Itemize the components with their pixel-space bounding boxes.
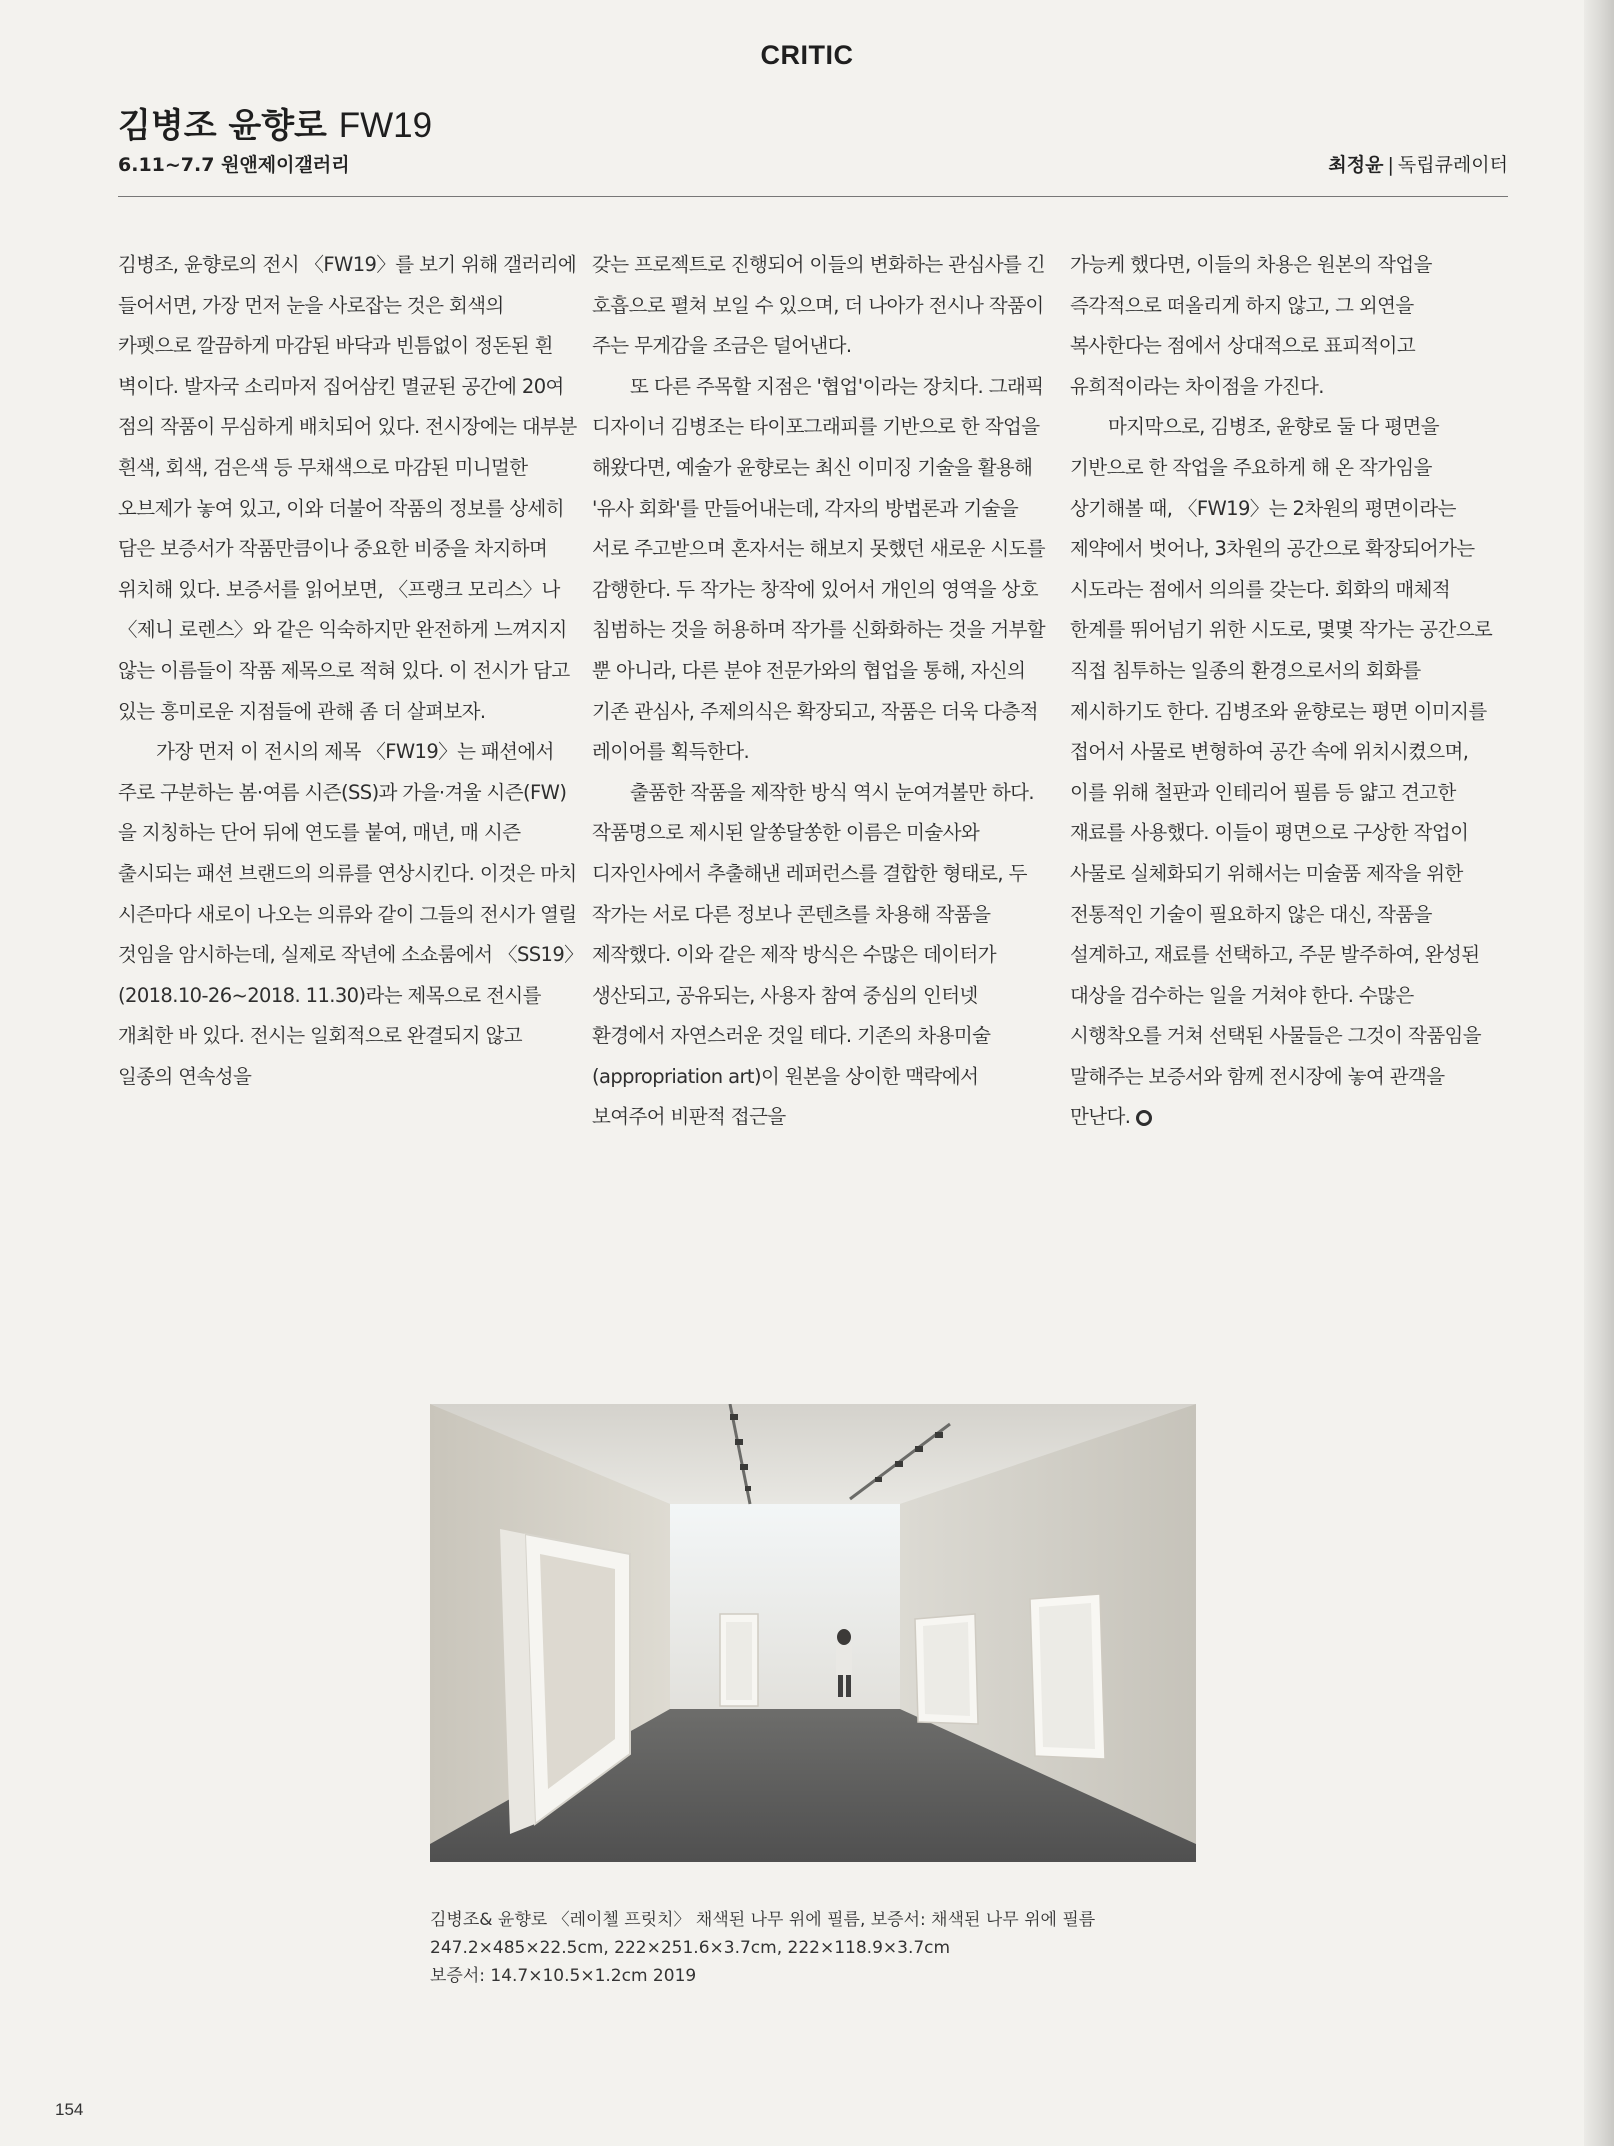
article-title: [118, 98, 432, 147]
paragraph: 가능케 했다면, 이들의 차용은 원본의 작업을 즉각적으로 떠올리게 하지 않고, 그 외연을 복사한다는 점에서 상대적으로 표피적이고 유희적이라는 차이점을 가진다.: [1070, 253, 1432, 398]
paragraph: 또 다른 주목할 지점은 '협업'이라는 장치다. 그래픽 디자이너 김병조는 타이포그래피를 기반으로 한 작업을 해왔다면, 예술가 윤향로는 최신 이미징 기술을 활용해 '유사 회화'를 만들어내는데, 각자의 방법론과 기술을 서로 주고받으며 혼자서는 해보지 못했던 새로운 시도를 감행한다. 두 작가는 창작에 있어서 개인의 영역을 상호 침범하는 것을 허용하며 작가를 신화화하는 것을 거부할 뿐 아니라, 다른 분야 전문가와의 협업을 통해, 자신의 기존 관심사, 주제의식은 확장되고, 작품은 더욱 다층적 레이어를 획득한다.: [592, 374, 1046, 764]
text-column-1: [118, 245, 578, 1097]
caption-line: 김병조& 윤향로 〈레이첼 프릿치〉 채색된 나무 위에 필름, 보증서: 채색된 나무 위에 필름: [430, 1910, 1096, 1930]
paragraph: [1070, 407, 1510, 1138]
text-column-2: [592, 245, 1052, 1138]
title-korean: 김병조 윤향로: [118, 106, 327, 146]
author-name: 최정윤: [1328, 154, 1384, 176]
exhibition-photo: [430, 1404, 1196, 1862]
end-mark-icon: [1136, 1110, 1152, 1126]
paragraph: 김병조, 윤향로의 전시 〈FW19〉를 보기 위해 갤러리에 들어서면, 가장 먼저 눈을 사로잡는 것은 회색의 카펫으로 깔끔하게 마감된 바닥과 빈틈없이 정돈된 흰 벽이다. 발자국 소리마저 집어삼킨 멸균된 공간에 20여 점의 작품이 무심하게 배치되어 있다. 전시장에는 대부분 흰색, 회색, 검은색 등 무채색으로 마감된 미니멀한 오브제가 놓여 있고, 이와 더불어 작품의 정보를 상세히 담은 보증서가 작품만큼이나 중요한 비중을 차지하며 위치해 있다. 보증서를 읽어보면, 〈프랭크 모리스〉나 〈제니 로렌스〉와 같은 익숙하지만 완전하게 느껴지지 않는 이름들이 작품 제목으로 적혀 있다. 이 전시가 담고 있는 흥미로운 지점들에 관해 좀 더 살펴보자.: [118, 253, 577, 723]
final-paragraph-text: 마지막으로, 김병조, 윤향로 둘 다 평면을 기반으로 한 작업을 주요하게 해 온 작가임을 상기해볼 때, 〈FW19〉는 2차원의 평면이라는 제약에서 벗어나, 3차원의 공간으로 확장되어가는 시도라는 점에서 의의를 갖는다. 회화의 매체적 한계를 뛰어넘기 위한 시도로, 몇몇 작가는 공간으로 직접 침투하는 일종의 환경으로서의 회화를 제시하기도 한다. 김병조와 윤향로는 평면 이미지를 접어서 사물로 변형하여 공간 속에 위치시켰으며, 이를 위해 철판과 인테리어 필름 등 얇고 견고한 재료를 사용했다. 이들이 평면으로 구상한 작업이 사물로 실체화되기 위해서는 미술품 제작을 위한 전통적인 기술이 필요하지 않은 대신, 작품을 설계하고, 재료를 선택하고, 주문 발주하여, 완성된 대상을 검수하는 일을 거쳐야 한다. 수많은 시행착오를 거쳐 선택된 사물들은 그것이 작품임을 말해주는 보증서와 함께 전시장에 놓여 관객을 만난다.: [1070, 415, 1493, 1129]
paragraph: 갖는 프로젝트로 진행되어 이들의 변화하는 관심사를 긴 호흡으로 펼쳐 보일 수 있으며, 더 나아가 전시나 작품이 주는 무게감을 조금은 덜어낸다.: [592, 253, 1046, 358]
byline: [1328, 150, 1508, 177]
exhibition-dates-venue: 6.11~7.7 원앤제이갤러리: [118, 154, 350, 176]
text-column-3: [1070, 245, 1510, 1138]
section-label: CRITIC: [760, 40, 854, 70]
page-edge-shadow: [1584, 0, 1614, 2146]
page-number: 154: [55, 2100, 84, 2119]
author-role: 독립큐레이터: [1397, 154, 1508, 176]
photo-caption: [430, 1906, 1230, 1990]
caption-line: 247.2×485×22.5cm, 222×251.6×3.7cm, 222×118.9×3.7cm: [430, 1938, 951, 1958]
caption-line: 보증서: 14.7×10.5×1.2cm 2019: [430, 1966, 697, 1986]
paragraph: 가장 먼저 이 전시의 제목 〈FW19〉는 패션에서 주로 구분하는 봄·여름 시즌(SS)과 가을·겨울 시즌(FW)을 지칭하는 단어 뒤에 연도를 붙여, 매년, 매 시즌 출시되는 패션 브랜드의 의류를 연상시킨다. 이것은 마치 시즌마다 새로이 나오는 의류와 같이 그들의 전시가 열릴 것임을 암시하는데, 실제로 작년에 소쇼룸에서 〈SS19〉(2018.10-26~2018. 11.30)라는 제목으로 전시를 개최한 바 있다. 전시는 일회적으로 완결되지 않고 일종의 연속성을: [118, 740, 577, 1088]
title-english: FW19: [338, 106, 433, 145]
paragraph: 출품한 작품을 제작한 방식 역시 눈여겨볼만 하다. 작품명으로 제시된 알쏭달쏭한 이름은 미술사와 디자인사에서 추출해낸 레퍼런스를 결합한 형태로, 두 작가는 서로 다른 정보나 콘텐츠를 차용해 작품을 제작했다. 이와 같은 제작 방식은 수많은 데이터가 생산되고, 공유되는, 사용자 참여 중심의 인터넷 환경에서 자연스러운 것일 테다. 기존의 차용미술(appropriation art)이 원본을 상이한 맥락에서 보여주어 비판적 접근을: [592, 780, 1034, 1129]
header-divider: [118, 196, 1508, 197]
gallery-installation-image: [430, 1404, 1196, 1862]
byline-separator: |: [1387, 154, 1394, 176]
